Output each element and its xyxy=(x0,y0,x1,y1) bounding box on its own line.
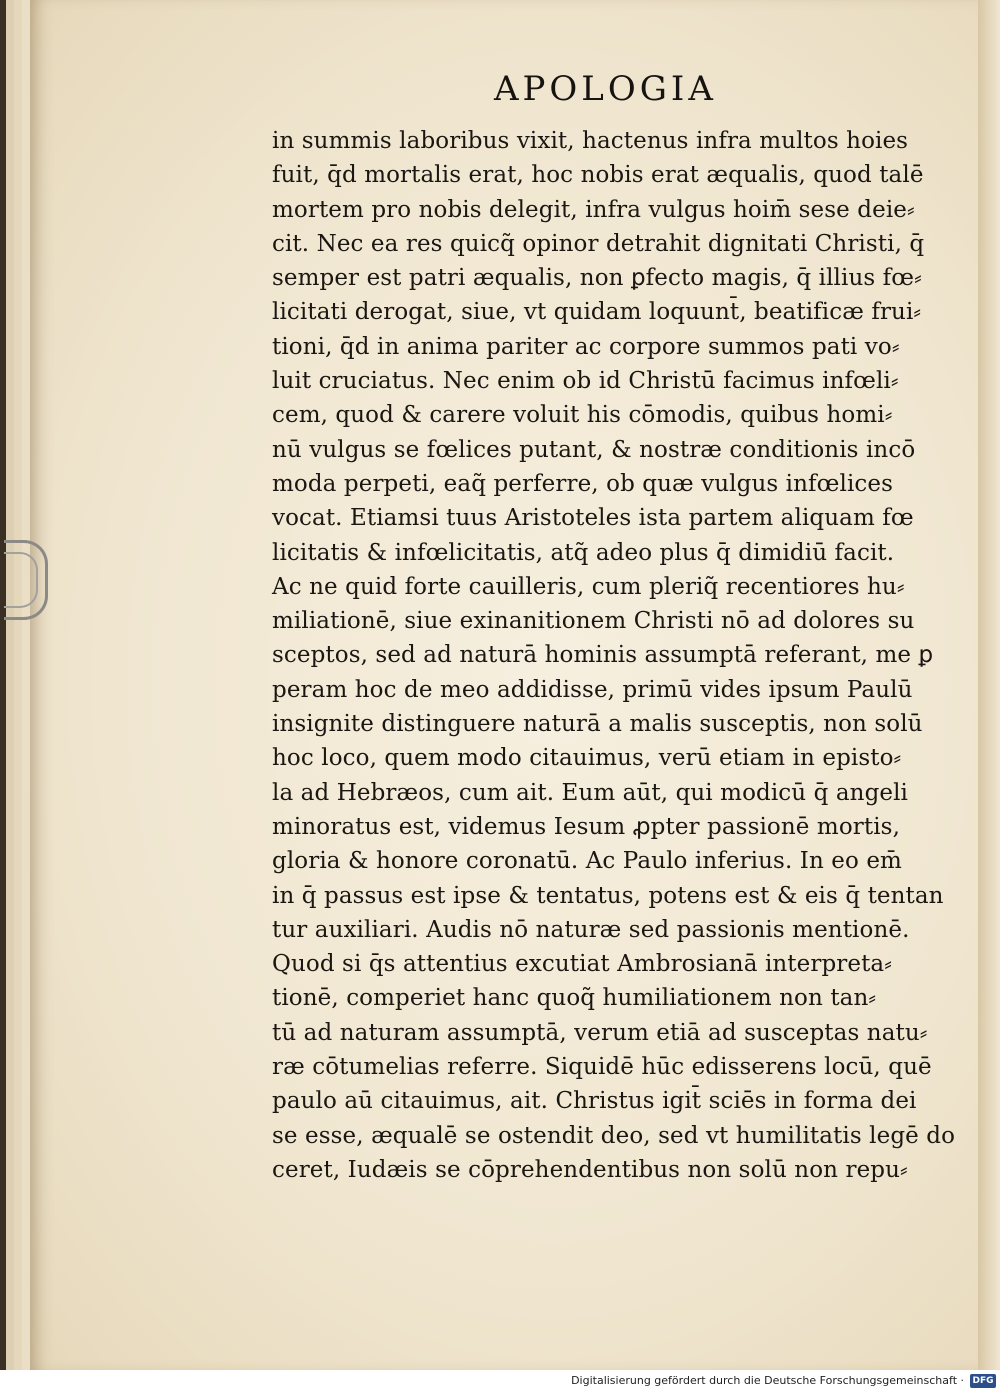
footer-bar xyxy=(0,1370,1000,1392)
text-line: moda perpeti, eaq̃ perferre, ob quæ vulgus infœlices xyxy=(272,470,894,497)
text-line: la ad Hebræos, cum ait. Eum aūt, qui modicū q̄ angeli xyxy=(272,779,909,806)
text-line: tur auxiliari. Audis nō naturæ sed passionis mentionē. xyxy=(272,916,910,943)
page-margin-shadow xyxy=(978,0,1000,1370)
text-line: tū ad naturam assumptā, verum etiā ad susceptas natu⸗ xyxy=(272,1019,928,1046)
text-line: tionē, comperiet hanc quoq̃ humiliationem non tan⸗ xyxy=(272,985,877,1012)
text-line: nū vulgus se fœlices putant, & nostræ conditionis incō xyxy=(272,436,916,463)
body-text xyxy=(272,124,956,1187)
text-line: luit cruciatus. Nec enim ob id Christū facimus infœli⸗ xyxy=(272,368,899,395)
text-line: paulo aū citauimus, ait. Christus igit̄ sciēs in forma dei xyxy=(272,1088,917,1115)
text-line: in q̄ passus est ipse & tentatus, potens est & eis q̄ tentan xyxy=(272,882,944,909)
text-line: sceptos, sed ad naturā hominis assumptā referant, me ꝑ xyxy=(272,642,934,669)
text-line: minoratus est, videmus Iesum ꝓpter passionē mortis, xyxy=(272,813,900,840)
text-line: licitati derogat, siue, vt quidam loquunt̄, beatificæ frui⸗ xyxy=(272,299,922,326)
dfg-logo-icon: DFG xyxy=(970,1374,996,1388)
text-line: ceret, Iudæis se cōprehendentibus non solū non repu⸗ xyxy=(272,1156,908,1183)
text-line: mortem pro nobis delegit, infra vulgus hoim̄ sese deie⸗ xyxy=(272,196,915,223)
running-head: APOLOGIA xyxy=(494,69,717,109)
text-line: semper est patri æqualis, non ꝑfecto magis, q̄ illius fœ⸗ xyxy=(272,265,922,292)
text-line: Ac ne quid forte cauilleris, cum pleriq̃ recentiores hu⸗ xyxy=(272,573,905,600)
text-line: se esse, æqualē se ostendit deo, sed vt humilitatis legē do xyxy=(272,1122,956,1149)
text-line: ræ cōtumelias referre. Siquidē hūc edisserens locū, quē xyxy=(272,1054,932,1081)
text-line: vocat. Etiamsi tuus Aristoteles ista partem aliquam fœ xyxy=(272,505,914,532)
text-line: hoc loco, quem modo citauimus, verū etiam in episto⸗ xyxy=(272,745,902,772)
text-line: miliationē, siue exinanitionem Christi nō ad dolores su xyxy=(272,608,915,635)
text-line: cem, quod & carere voluit his cōmodis, quibus homi⸗ xyxy=(272,402,893,429)
paper-clip-inner xyxy=(4,552,38,608)
text-line: peram hoc de meo addidisse, primū vides ipsum Paulū xyxy=(272,676,913,703)
text-line: tioni, q̄d in anima pariter ac corpore summos pati vo⸗ xyxy=(272,333,900,360)
text-line: Quod si q̄s attentius excutiat Ambrosianā interpreta⸗ xyxy=(272,951,893,978)
text-line: fuit, q̄d mortalis erat, hoc nobis erat æqualis, quod talē xyxy=(272,162,924,189)
text-line: gloria & honore coronatū. Ac Paulo inferius. In eo em̄ xyxy=(272,848,902,875)
text-line: in summis laboribus vixit, hactenus infra multos hoies xyxy=(272,128,909,154)
text-line: cit. Nec ea res quicq̃ opinor detrahit dignitati Christi, q̄ xyxy=(272,230,925,257)
text-line: insignite distinguere naturā a malis susceptis, non solū xyxy=(272,711,923,738)
text-line: licitatis & infœlicitatis, atq̃ adeo plus q̄ dimidiū facit. xyxy=(272,539,895,566)
funding-credit: Digitalisierung gefördert durch die Deutsche Forschungsgemeinschaft · xyxy=(571,1374,964,1387)
